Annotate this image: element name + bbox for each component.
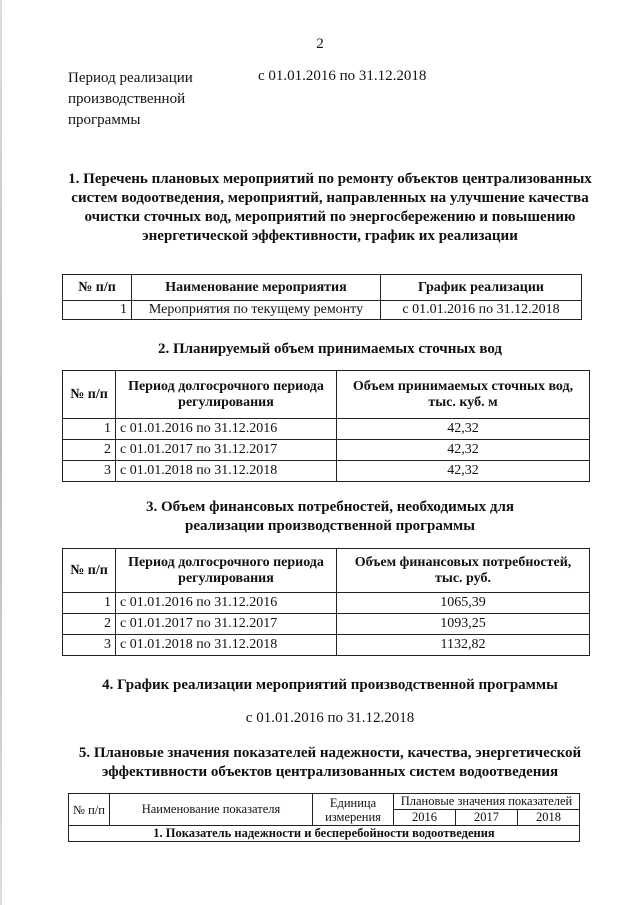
table-header-row: [63, 549, 590, 593]
row-value: 1093,25: [337, 614, 590, 635]
period-value: с 01.01.2016 по 31.12.2018: [258, 68, 427, 84]
row-period: с 01.01.2017 по 31.12.2017: [116, 614, 337, 635]
section3-table: [62, 548, 590, 656]
col-year-2018: 2018: [517, 810, 579, 826]
row-num: 1: [63, 301, 132, 320]
col-name-header: Наименование показателя: [110, 794, 313, 826]
col-num-header: № п/п: [63, 549, 116, 593]
col-year-2017: 2017: [455, 810, 517, 826]
section5-title: 5. Плановые значения показателей надежности, качества, энергетической эффективности объектов централизованных систем водоотведения: [78, 745, 582, 780]
table-header-row: [63, 371, 590, 419]
col-num-header: № п/п: [63, 371, 116, 419]
table-header-row: [69, 794, 580, 810]
period-label: Период реализации производственной программы: [68, 70, 193, 128]
section1-table: [62, 274, 582, 320]
table-row: [63, 461, 590, 482]
row-num: 2: [63, 614, 116, 635]
row-value: 42,32: [337, 440, 590, 461]
table-row: [63, 301, 582, 320]
subsection-header: 1. Показатель надежности и бесперебойности водоотведения: [69, 826, 580, 842]
row-value: 42,32: [337, 419, 590, 440]
row-name: Мероприятия по текущему ремонту: [132, 301, 381, 320]
section5-table: [68, 793, 580, 842]
col-num-header: № п/п: [69, 794, 110, 826]
row-value: 1065,39: [337, 593, 590, 614]
section2-title: 2. Планируемый объем принимаемых сточных вод: [157, 341, 503, 357]
col-period-header: Период долгосрочного периода регулирования: [116, 549, 337, 593]
row-schedule: с 01.01.2016 по 31.12.2018: [381, 301, 582, 320]
row-num: 2: [63, 440, 116, 461]
row-num: 3: [63, 635, 116, 656]
col-value-header: Объем финансовых потребностей, тыс. руб.: [337, 549, 590, 593]
col-schedule-header: График реализации: [381, 275, 582, 301]
col-num-header: № п/п: [63, 275, 132, 301]
table-row: [63, 440, 590, 461]
row-num: 3: [63, 461, 116, 482]
table-row: [63, 635, 590, 656]
col-unit-header: Единица измерения: [313, 794, 394, 826]
section4-period: с 01.01.2016 по 31.12.2018: [245, 710, 415, 726]
row-value: 42,32: [337, 461, 590, 482]
row-period: с 01.01.2018 по 31.12.2018: [116, 635, 337, 656]
table-row: [69, 826, 580, 842]
row-value: 1132,82: [337, 635, 590, 656]
scan-edge: [0, 0, 2, 905]
row-period: с 01.01.2016 по 31.12.2016: [116, 593, 337, 614]
row-num: 1: [63, 419, 116, 440]
section4-title: 4. График реализации мероприятий производственной программы: [102, 677, 558, 693]
col-value-header: Объем принимаемых сточных вод, тыс. куб. м: [337, 371, 590, 419]
col-year-2016: 2016: [394, 810, 456, 826]
section3-title: 3. Объем финансовых потребностей, необходимых для реализации производственной программы: [145, 499, 515, 534]
table-row: [63, 593, 590, 614]
section1-title: 1. Перечень плановых мероприятий по ремонту объектов централизованных систем водоотведения, мероприятий, направленных на улучшение качества очистки сточных вод, мероприятий по энергосбережению и повышению энергетической эффективности, график их реализации: [68, 171, 592, 244]
section2-table: [62, 370, 590, 482]
row-num: 1: [63, 593, 116, 614]
table-header-row: [63, 275, 582, 301]
col-planned-header: Плановые значения показателей: [394, 794, 580, 810]
table-row: [63, 614, 590, 635]
row-period: с 01.01.2018 по 31.12.2018: [116, 461, 337, 482]
row-period: с 01.01.2017 по 31.12.2017: [116, 440, 337, 461]
row-period: с 01.01.2016 по 31.12.2016: [116, 419, 337, 440]
col-period-header: Период долгосрочного периода регулирования: [116, 371, 337, 419]
page-number: 2: [316, 36, 324, 52]
table-row: [63, 419, 590, 440]
col-name-header: Наименование мероприятия: [132, 275, 381, 301]
